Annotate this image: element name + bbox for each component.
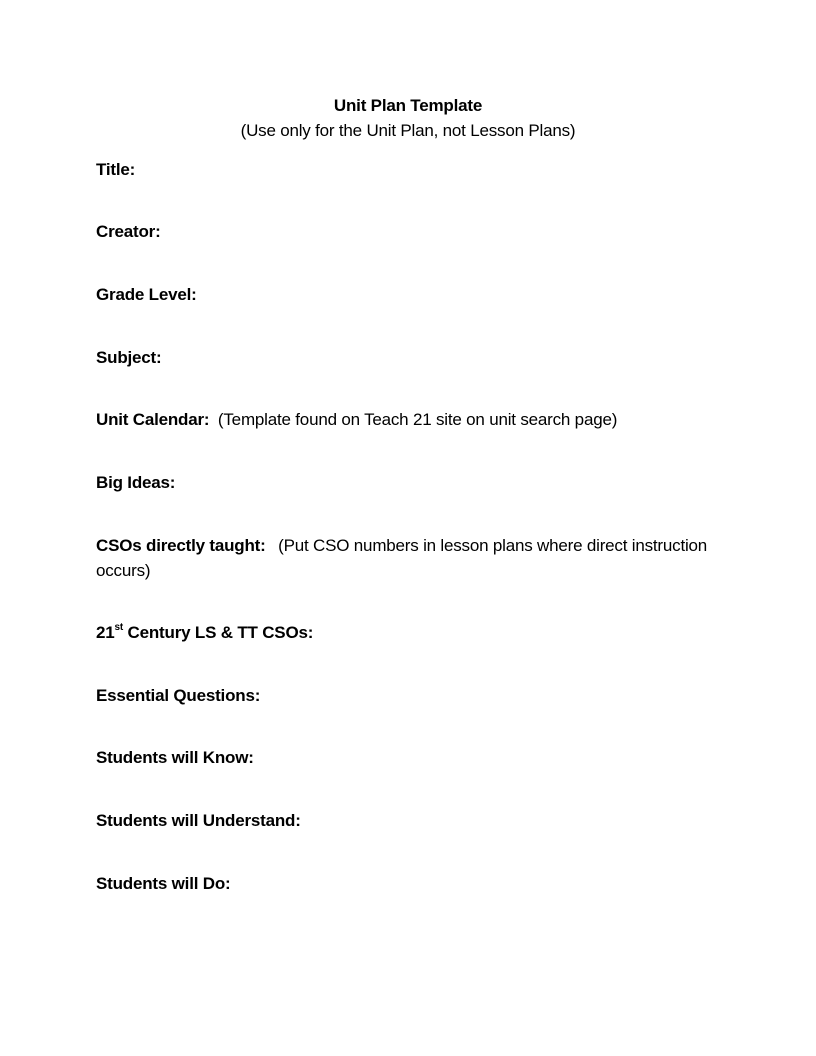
field-grade-level-label: Grade Level: xyxy=(96,285,197,304)
field-unit-calendar-label: Unit Calendar: xyxy=(96,410,210,429)
field-essential-questions-label: Essential Questions: xyxy=(96,686,261,705)
field-big-ideas-label: Big Ideas: xyxy=(96,473,176,492)
field-21st-century-csos xyxy=(96,620,716,645)
field-grade-level xyxy=(96,282,716,307)
field-creator xyxy=(96,219,716,244)
field-creator-label: Creator: xyxy=(96,222,161,241)
field-unit-calendar xyxy=(96,407,716,432)
field-essential-questions xyxy=(96,683,716,708)
document-title: Unit Plan Template xyxy=(333,96,483,115)
field-students-do-label: Students will Do: xyxy=(96,874,231,893)
century-number: 21 xyxy=(96,623,115,642)
field-csos-directly-taught-label: CSOs directly taught: xyxy=(96,536,266,555)
field-subject-label: Subject: xyxy=(96,348,162,367)
field-students-understand-label: Students will Understand: xyxy=(96,811,301,830)
field-title-label: Title: xyxy=(96,160,136,179)
field-subject xyxy=(96,345,716,370)
field-21st-century-csos-label xyxy=(96,623,313,642)
field-students-understand xyxy=(96,808,716,833)
document-subtitle: (Use only for the Unit Plan, not Lesson Plans) xyxy=(240,121,576,140)
field-unit-calendar-note: (Template found on Teach 21 site on unit search page) xyxy=(217,410,618,429)
century-ordinal-suffix: st xyxy=(114,622,124,634)
field-students-know-label: Students will Know: xyxy=(96,748,254,767)
field-students-know xyxy=(96,745,716,770)
field-csos-directly-taught xyxy=(96,533,716,583)
field-csos-directly-taught-note: (Put CSO numbers in lesson plans where direct instruction occurs) xyxy=(96,536,708,580)
field-students-do xyxy=(96,871,716,896)
century-label-text: Century LS & TT CSOs: xyxy=(123,623,314,642)
field-title xyxy=(96,157,716,182)
field-big-ideas xyxy=(96,470,716,495)
